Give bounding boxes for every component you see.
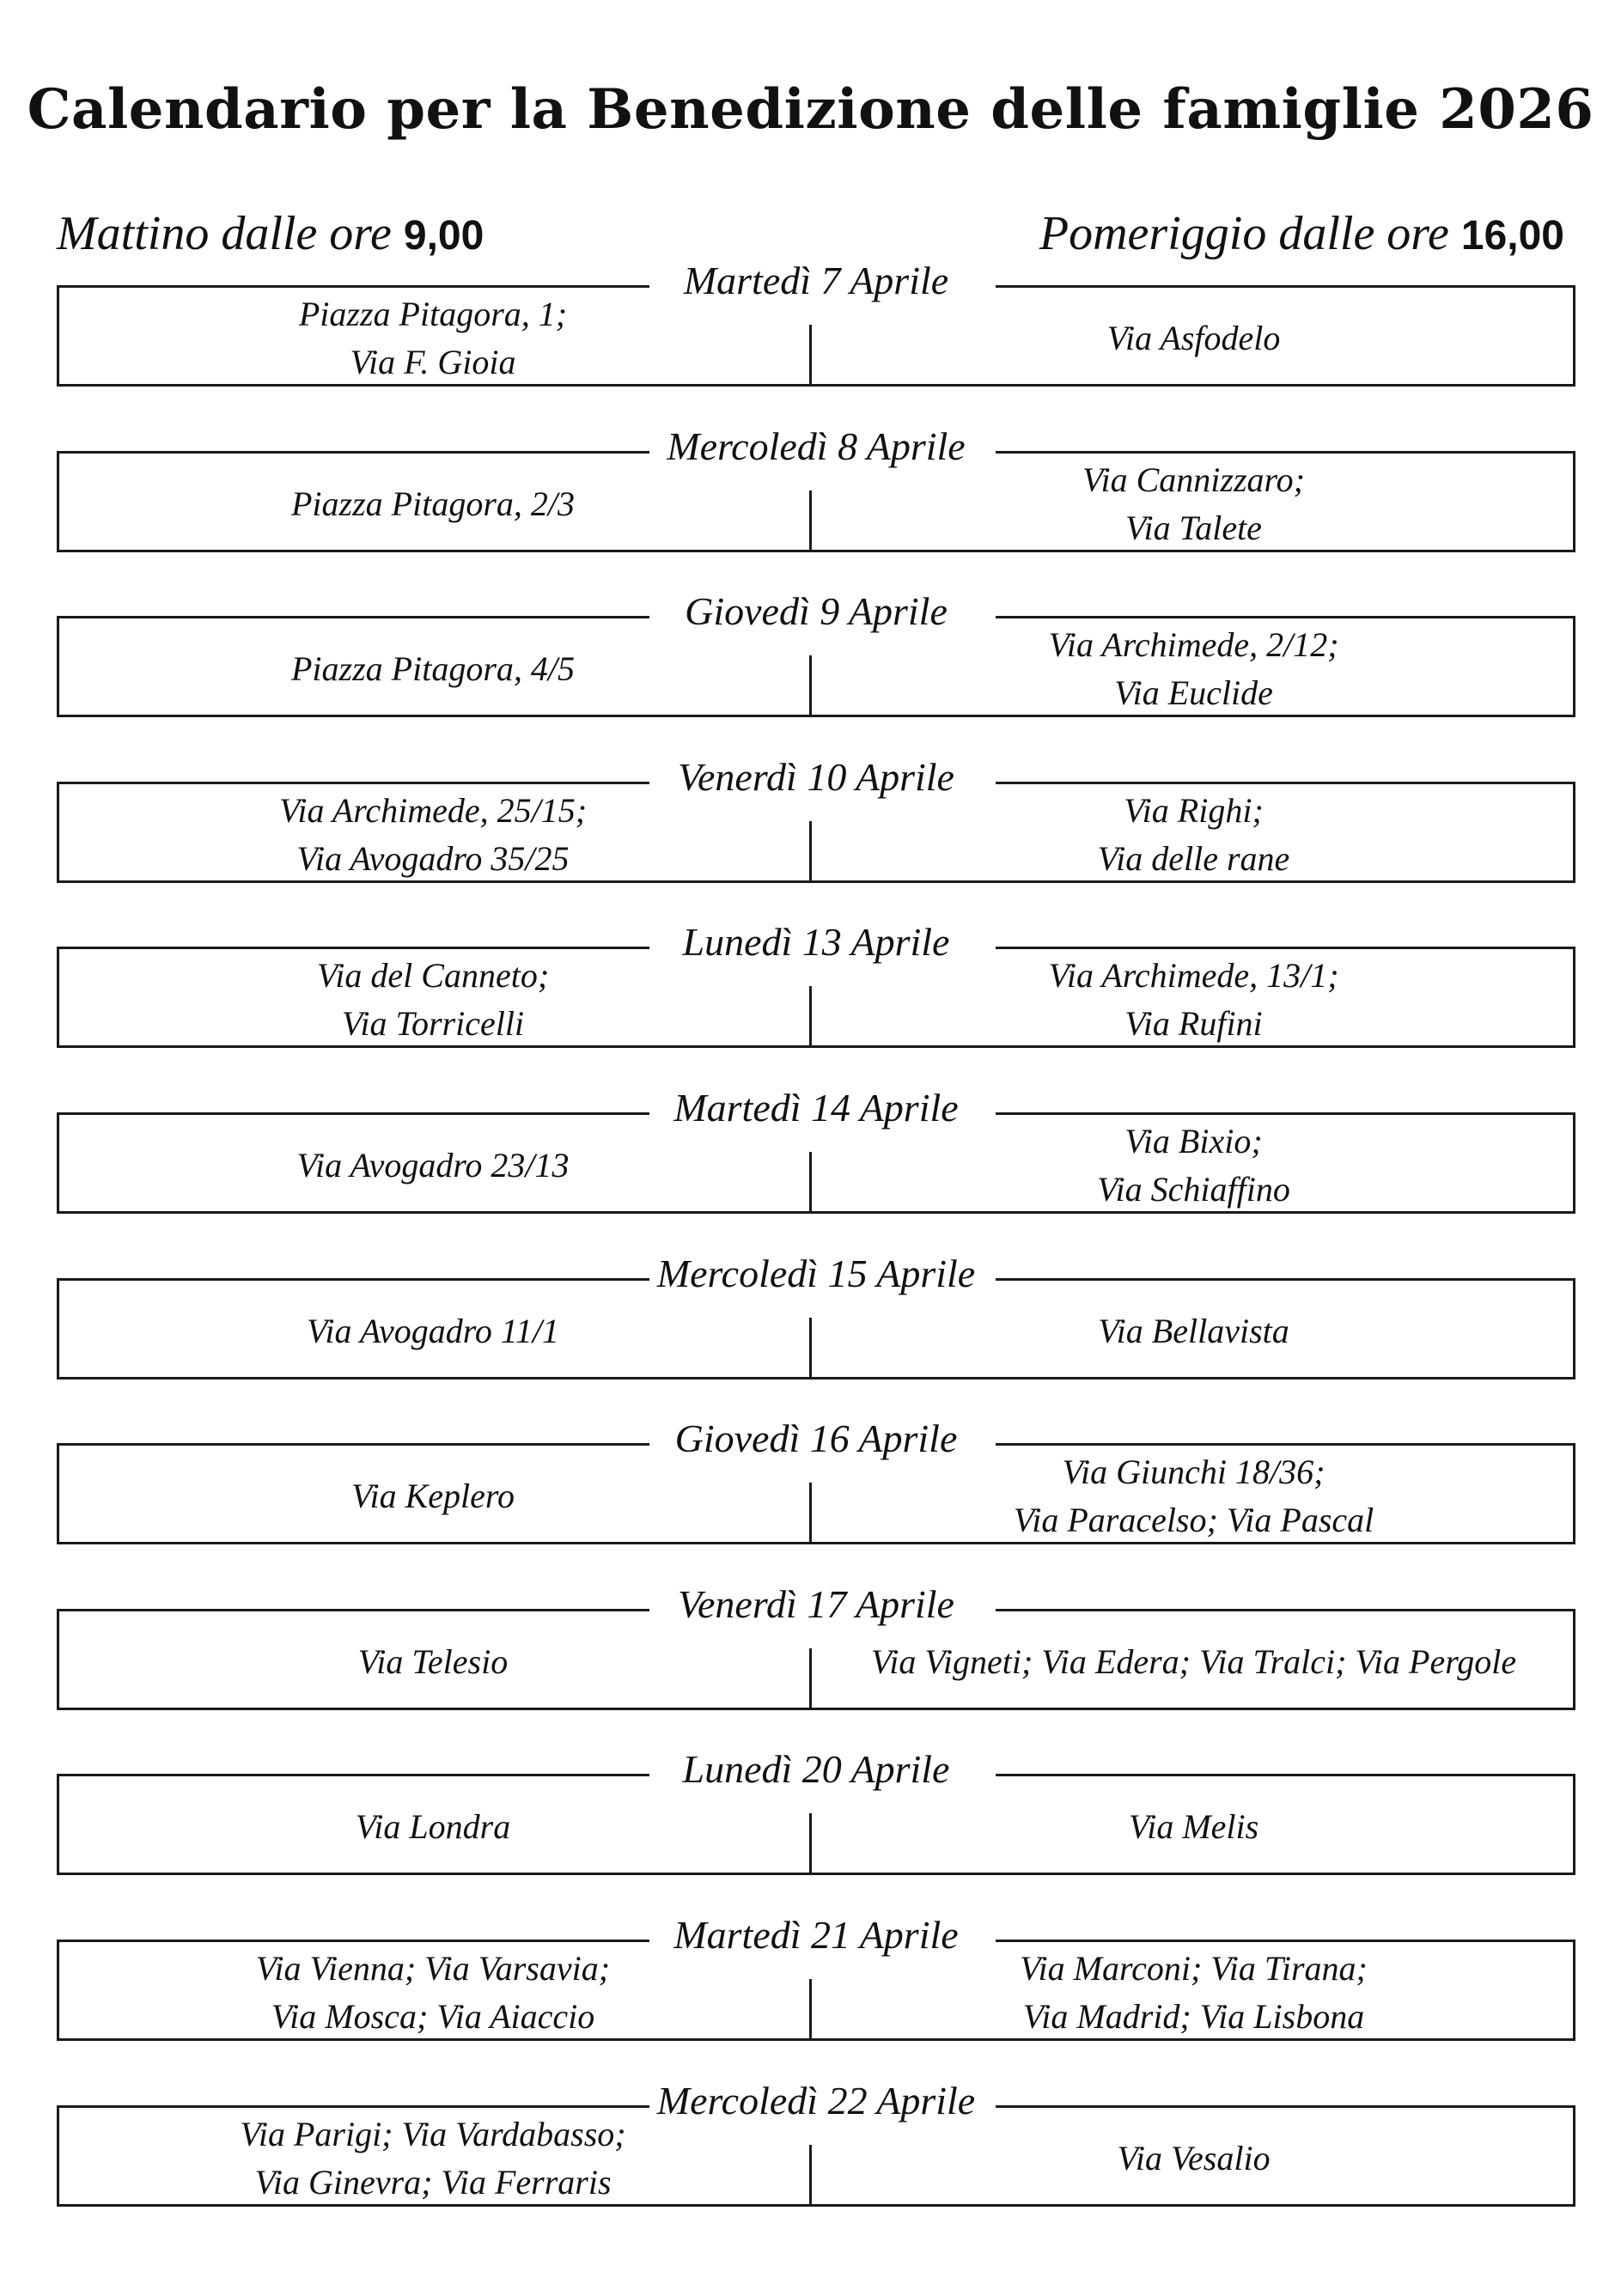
entry-morning-streets bbox=[57, 290, 809, 387]
street-line: Via Torricelli bbox=[341, 1004, 525, 1043]
street-line: Piazza Pitagora, 4/5 bbox=[290, 649, 576, 688]
afternoon-prefix: Pomeriggio dalle ore bbox=[1039, 207, 1449, 260]
street-line: Via Vesalio bbox=[1117, 2139, 1271, 2177]
schedule-entry bbox=[57, 589, 1575, 717]
street-line: Via Keplero bbox=[351, 1477, 515, 1515]
entry-day: Venerdì 17 Aprile bbox=[678, 1582, 954, 1626]
afternoon-hour: 16,00 bbox=[1460, 213, 1564, 259]
morning-time-label bbox=[57, 206, 484, 261]
schedule-entry bbox=[57, 259, 1575, 387]
schedule-entry bbox=[57, 755, 1575, 883]
entry-morning-streets bbox=[57, 621, 809, 717]
street-line: Via Rufini bbox=[1124, 1004, 1263, 1043]
street-line: Piazza Pitagora, 2/3 bbox=[290, 484, 576, 523]
street-line: Via Vienna; Via Varsavia; bbox=[255, 1949, 611, 1988]
schedule-entry bbox=[57, 1252, 1575, 1379]
entry-top-rule-right bbox=[996, 1940, 1575, 1942]
entry-top-rule-left bbox=[57, 1443, 649, 1446]
entry-afternoon-streets bbox=[812, 290, 1575, 387]
entry-day: Martedì 21 Aprile bbox=[673, 1913, 959, 1957]
entry-afternoon-streets bbox=[812, 456, 1575, 552]
entry-morning-streets bbox=[57, 1448, 809, 1544]
street-line: Via Giunchi 18/36; bbox=[1062, 1453, 1325, 1491]
entry-morning-streets bbox=[57, 1779, 809, 1875]
entry-top-rule-left bbox=[57, 1940, 649, 1942]
entry-top-rule-right bbox=[996, 1443, 1575, 1446]
street-line: Via Madrid; Via Lisbona bbox=[1022, 1997, 1365, 2036]
street-line: Via Marconi; Via Tirana; bbox=[1020, 1949, 1368, 1988]
entry-afternoon-streets bbox=[812, 621, 1575, 717]
afternoon-time-label bbox=[1039, 206, 1564, 261]
street-line: Via Melis bbox=[1128, 1807, 1259, 1846]
entry-top-rule-right bbox=[996, 1278, 1575, 1281]
morning-prefix: Mattino dalle ore bbox=[57, 207, 392, 260]
entry-afternoon-streets bbox=[812, 1283, 1575, 1379]
street-line: Via del Canneto; bbox=[316, 956, 550, 995]
schedule-entry bbox=[57, 1747, 1575, 1875]
street-line: Via Archimede, 13/1; bbox=[1048, 956, 1339, 995]
entry-top-rule-right bbox=[996, 947, 1575, 949]
street-line: Via Vigneti; Via Edera; Via Tralci; Via Pergole bbox=[870, 1642, 1517, 1681]
entry-day: Mercoledì 8 Aprile bbox=[667, 424, 966, 468]
street-line: Via Righi; bbox=[1124, 791, 1264, 830]
street-line: Via Talete bbox=[1125, 509, 1262, 547]
schedule-entry bbox=[57, 1416, 1575, 1544]
entry-morning-streets bbox=[57, 2110, 809, 2207]
page-title: Calendario per la Benedizione delle famiglie 2026 bbox=[27, 77, 1594, 142]
entry-afternoon-streets bbox=[812, 1614, 1575, 1710]
street-line: Via Londra bbox=[355, 1807, 511, 1846]
entry-top-rule-left bbox=[57, 1609, 649, 1611]
entry-day: Lunedì 13 Aprile bbox=[682, 920, 950, 964]
street-line: Via Ginevra; Via Ferraris bbox=[254, 2163, 612, 2202]
entry-top-rule-right bbox=[996, 616, 1575, 618]
street-line: Via Paracelso; Via Pascal bbox=[1013, 1501, 1374, 1539]
street-line: Via Avogadro 23/13 bbox=[296, 1146, 570, 1185]
street-line: Via Avogadro 11/1 bbox=[306, 1312, 560, 1350]
entry-morning-streets bbox=[57, 787, 809, 883]
entry-day: Venerdì 10 Aprile bbox=[678, 755, 954, 799]
entry-morning-streets bbox=[57, 456, 809, 552]
street-line: Via Archimede, 25/15; bbox=[278, 791, 588, 830]
entry-day: Giovedì 9 Aprile bbox=[685, 589, 948, 633]
entry-afternoon-streets bbox=[812, 952, 1575, 1048]
entry-top-rule-right bbox=[996, 285, 1575, 288]
entry-top-rule-left bbox=[57, 1774, 649, 1776]
entry-top-rule-right bbox=[996, 782, 1575, 784]
entry-top-rule-right bbox=[996, 451, 1575, 454]
entry-morning-streets bbox=[57, 1283, 809, 1379]
street-line: Via Telesio bbox=[357, 1642, 509, 1681]
street-line: Via Mosca; Via Aiaccio bbox=[271, 1997, 595, 2036]
entry-afternoon-streets bbox=[812, 787, 1575, 883]
entry-afternoon-streets bbox=[812, 1779, 1575, 1875]
entry-top-rule-left bbox=[57, 947, 649, 949]
entry-afternoon-streets bbox=[812, 2110, 1575, 2207]
entry-morning-streets bbox=[57, 1118, 809, 1214]
entry-top-rule-left bbox=[57, 1112, 649, 1115]
entry-day: Mercoledì 22 Aprile bbox=[656, 2079, 976, 2122]
street-line: Via delle rane bbox=[1097, 839, 1290, 878]
entry-top-rule-right bbox=[996, 1112, 1575, 1115]
entry-morning-streets bbox=[57, 1614, 809, 1710]
schedule-entry bbox=[57, 920, 1575, 1048]
entry-top-rule-right bbox=[996, 1609, 1575, 1611]
street-line: Piazza Pitagora, 1; bbox=[298, 295, 568, 333]
street-line: Via Parigi; Via Vardabasso; bbox=[240, 2115, 626, 2153]
street-line: Via Avogadro 35/25 bbox=[296, 839, 570, 878]
entry-day: Mercoledì 15 Aprile bbox=[656, 1252, 976, 1295]
entry-top-rule-right bbox=[996, 1774, 1575, 1776]
morning-hour: 9,00 bbox=[403, 213, 484, 259]
schedule-entry bbox=[57, 424, 1575, 552]
street-line: Via Cannizzaro; bbox=[1082, 460, 1305, 499]
street-line: Via Schiaffino bbox=[1097, 1170, 1290, 1209]
entry-top-rule-left bbox=[57, 451, 649, 454]
entry-day: Giovedì 16 Aprile bbox=[674, 1416, 958, 1460]
entry-top-rule-left bbox=[57, 1278, 649, 1281]
street-line: Via Asfodelo bbox=[1106, 319, 1281, 357]
schedule-entry bbox=[57, 2079, 1575, 2207]
street-line: Via Bixio; bbox=[1124, 1122, 1263, 1160]
entry-afternoon-streets bbox=[812, 1118, 1575, 1214]
entry-top-rule-left bbox=[57, 616, 649, 618]
entry-morning-streets bbox=[57, 1945, 809, 2041]
schedule-entry bbox=[57, 1086, 1575, 1214]
entry-day: Martedì 14 Aprile bbox=[673, 1086, 959, 1130]
schedule-entry bbox=[57, 1582, 1575, 1710]
street-line: Via Archimede, 2/12; bbox=[1048, 625, 1339, 664]
street-line: Via Euclide bbox=[1114, 673, 1273, 712]
entry-day: Lunedì 20 Aprile bbox=[682, 1747, 950, 1791]
entry-top-rule-left bbox=[57, 782, 649, 784]
street-line: Via F. Gioia bbox=[350, 343, 516, 381]
entry-afternoon-streets bbox=[812, 1448, 1575, 1544]
entry-day: Martedì 7 Aprile bbox=[683, 259, 949, 302]
entry-top-rule-left bbox=[57, 285, 649, 288]
entry-top-rule-right bbox=[996, 2105, 1575, 2108]
entry-morning-streets bbox=[57, 952, 809, 1048]
schedule-entry bbox=[57, 1913, 1575, 2041]
street-line: Via Bellavista bbox=[1098, 1312, 1289, 1350]
entry-top-rule-left bbox=[57, 2105, 649, 2108]
entry-afternoon-streets bbox=[812, 1945, 1575, 2041]
